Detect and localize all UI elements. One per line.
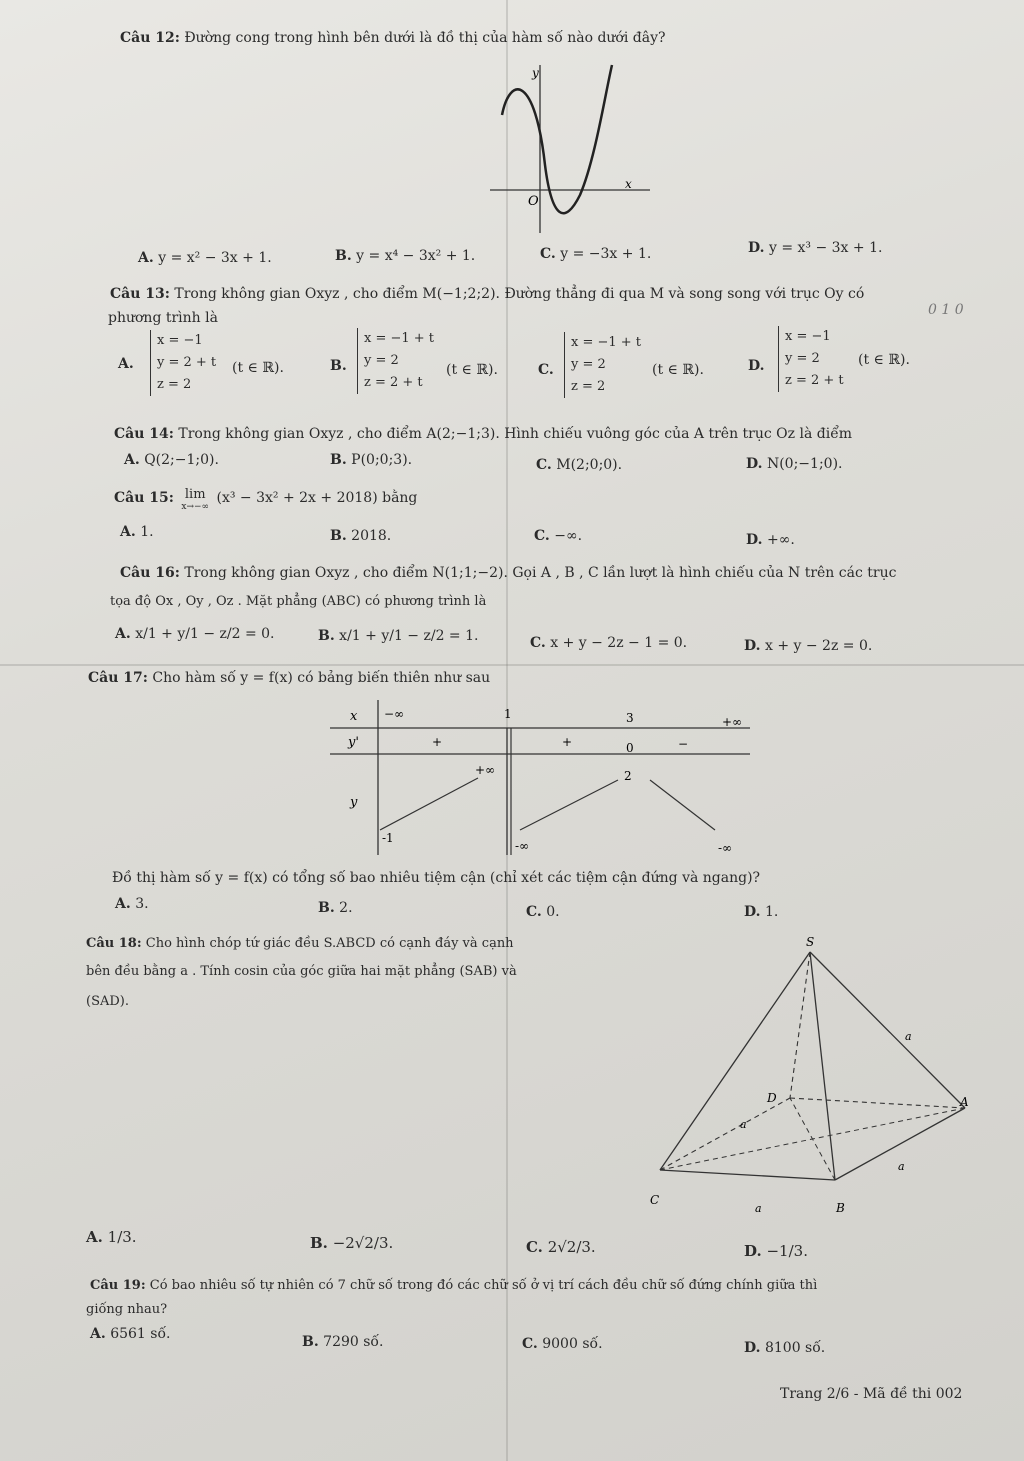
q13-option-b-label[interactable]: B.	[330, 358, 347, 374]
variation-table	[330, 700, 760, 860]
q13-option-a-label[interactable]: A.	[118, 356, 134, 372]
q13-stem: Câu 13: Trong không gian Oxyz , cho điểm M(−1;2;2). Đường thẳng đi qua M và song song với trục Oy có	[110, 286, 865, 302]
q14-option-b[interactable]: B. P(0;0;3).	[330, 452, 413, 468]
q13-option-d-param: (t ∈ ℝ).	[858, 352, 910, 368]
q14-option-a[interactable]: A. Q(2;−1;0).	[124, 452, 219, 468]
q16-option-c[interactable]: C. x + y − 2z − 1 = 0.	[530, 635, 688, 651]
q13-stem-line2: phương trình là	[108, 310, 218, 326]
page-footer: Trang 2/6 - Mã đề thi 002	[780, 1386, 963, 1402]
q13-option-b-system: x = −1 + t y = 2 z = 2 + t	[357, 328, 434, 394]
q15-option-c[interactable]: C. −∞.	[534, 528, 583, 544]
q16-option-d[interactable]: D. x + y − 2z = 0.	[744, 638, 873, 654]
y-neg-inf-1: -∞	[515, 839, 530, 853]
q19-option-b[interactable]: B. 7290 số.	[302, 1334, 384, 1350]
q12-graph	[480, 55, 660, 235]
q17-option-c[interactable]: C. 0.	[526, 904, 560, 920]
q13-option-c-system: x = −1 + t y = 2 z = 2	[564, 332, 641, 398]
vertex-a: A	[960, 1095, 969, 1109]
x-one: 1	[504, 707, 512, 721]
vertex-d: D	[767, 1091, 777, 1105]
q13-option-d-label[interactable]: D.	[748, 358, 765, 374]
q13-option-b-param: (t ∈ ℝ).	[446, 362, 498, 378]
q18-option-d[interactable]: D. −1/3.	[744, 1242, 808, 1260]
q12-option-a[interactable]: A. y = x² − 3x + 1.	[138, 250, 272, 266]
vertex-c: C	[650, 1193, 660, 1207]
q17-option-a[interactable]: A. 3.	[115, 896, 149, 912]
q14-option-c[interactable]: C. M(2;0;0).	[536, 457, 623, 473]
q16-option-a[interactable]: A. x/1 + y/1 − z/2 = 0.	[115, 626, 275, 642]
edge-label-a: a	[905, 1030, 912, 1043]
y-minus-one: -1	[382, 831, 394, 845]
vertex-b: B	[836, 1201, 845, 1215]
table-y-label: y	[350, 795, 358, 810]
pyramid-figure	[630, 930, 980, 1220]
edge-label-a: a	[740, 1118, 747, 1131]
q18-stem-line2: bên đều bằng a . Tính cosin của góc giữa hai mặt phẳng (SAB) và	[86, 964, 517, 979]
sign-minus: −	[678, 737, 689, 751]
q18-stem: Câu 18: Cho hình chóp tứ giác đều S.ABCD có cạnh đáy và cạnh	[86, 936, 514, 951]
q19-stem: Câu 19: Có bao nhiêu số tự nhiên có 7 chữ số trong đó các chữ số ở vị trí cách đều chữ số đứng chính giữa thì	[90, 1278, 818, 1293]
q17-question: Đồ thị hàm số y = f(x) có tổng số bao nhiêu tiệm cận (chỉ xét các tiệm cận đứng và ngang)?	[112, 870, 761, 886]
q18-option-b[interactable]: B. −2√2/3.	[310, 1234, 394, 1252]
sign-plus-2: +	[562, 735, 573, 749]
q12-title: Câu 12:	[120, 30, 180, 46]
q19-option-d[interactable]: D. 8100 số.	[744, 1340, 826, 1356]
table-yprime-label: y'	[348, 735, 359, 750]
vertex-s: S	[806, 935, 815, 949]
y-label: y	[532, 66, 539, 80]
q14-option-d[interactable]: D. N(0;−1;0).	[746, 456, 843, 472]
y-neg-inf-2: -∞	[718, 841, 733, 855]
origin-label: O	[528, 194, 539, 209]
q12-text: Đường cong trong hình bên dưới là đồ thị của hàm số nào dưới đây?	[184, 30, 666, 46]
sign-plus-1: +	[432, 735, 443, 749]
q12-option-c[interactable]: C. y = −3x + 1.	[540, 246, 652, 262]
x-three: 3	[626, 711, 634, 725]
y-max-two: 2	[624, 769, 632, 783]
fold-line	[0, 664, 1024, 666]
q16-option-b[interactable]: B. x/1 + y/1 − z/2 = 1.	[318, 628, 479, 644]
q17-stem: Câu 17: Cho hàm số y = f(x) có bảng biến thiên như sau	[88, 670, 491, 686]
q18-option-a[interactable]: A. 1/3.	[86, 1228, 137, 1246]
handwritten-note: 0 1 0	[928, 302, 964, 318]
q15-option-a[interactable]: A. 1.	[120, 524, 154, 540]
q18-option-c[interactable]: C. 2√2/3.	[526, 1238, 596, 1256]
q19-option-c[interactable]: C. 9000 số.	[522, 1336, 603, 1352]
q14-stem: Câu 14: Trong không gian Oxyz , cho điểm A(2;−1;3). Hình chiếu vuông góc của A trên trục Oz là điểm	[114, 426, 853, 442]
edge-label-a: a	[755, 1202, 762, 1215]
q16-stem-line2: tọa độ Ox , Oy , Oz . Mặt phẳng (ABC) có phương trình là	[110, 594, 487, 609]
q12-option-d[interactable]: D. y = x³ − 3x + 1.	[748, 240, 883, 256]
q12-option-b[interactable]: B. y = x⁴ − 3x² + 1.	[335, 248, 476, 264]
q15-option-d[interactable]: D. +∞.	[746, 532, 795, 548]
y-pos-inf: +∞	[475, 763, 496, 777]
q12-stem	[120, 28, 666, 48]
q13-option-a-system: x = −1 y = 2 + t z = 2	[150, 330, 216, 396]
q13-option-c-param: (t ∈ ℝ).	[652, 362, 704, 378]
q17-option-b[interactable]: B. 2.	[318, 900, 353, 916]
table-x-label: x	[350, 709, 358, 724]
q13-option-c-label[interactable]: C.	[538, 362, 554, 378]
q15-option-b[interactable]: B. 2018.	[330, 528, 392, 544]
derivative-zero: 0	[626, 741, 634, 755]
q19-stem-line2: giống nhau?	[86, 1302, 168, 1317]
x-label: x	[625, 177, 632, 191]
cubic-curve	[502, 65, 612, 213]
q18-stem-line3: (SAD).	[86, 994, 129, 1009]
q15-stem: Câu 15: lim x→−∞ (x³ − 3x² + 2x + 2018) bằng	[114, 487, 418, 512]
q19-option-a[interactable]: A. 6561 số.	[90, 1326, 171, 1342]
q17-option-d[interactable]: D. 1.	[744, 904, 779, 920]
x-pos-inf: +∞	[722, 715, 743, 729]
edge-label-a: a	[898, 1160, 905, 1173]
q16-stem: Câu 16: Trong không gian Oxyz , cho điểm N(1;1;−2). Gọi A , B , C lần lượt là hình chiếu của N trên các trục	[120, 565, 897, 581]
q13-option-a-param: (t ∈ ℝ).	[232, 360, 284, 376]
x-neg-inf: −∞	[384, 707, 405, 721]
q13-option-d-system: x = −1 y = 2 z = 2 + t	[778, 326, 844, 392]
